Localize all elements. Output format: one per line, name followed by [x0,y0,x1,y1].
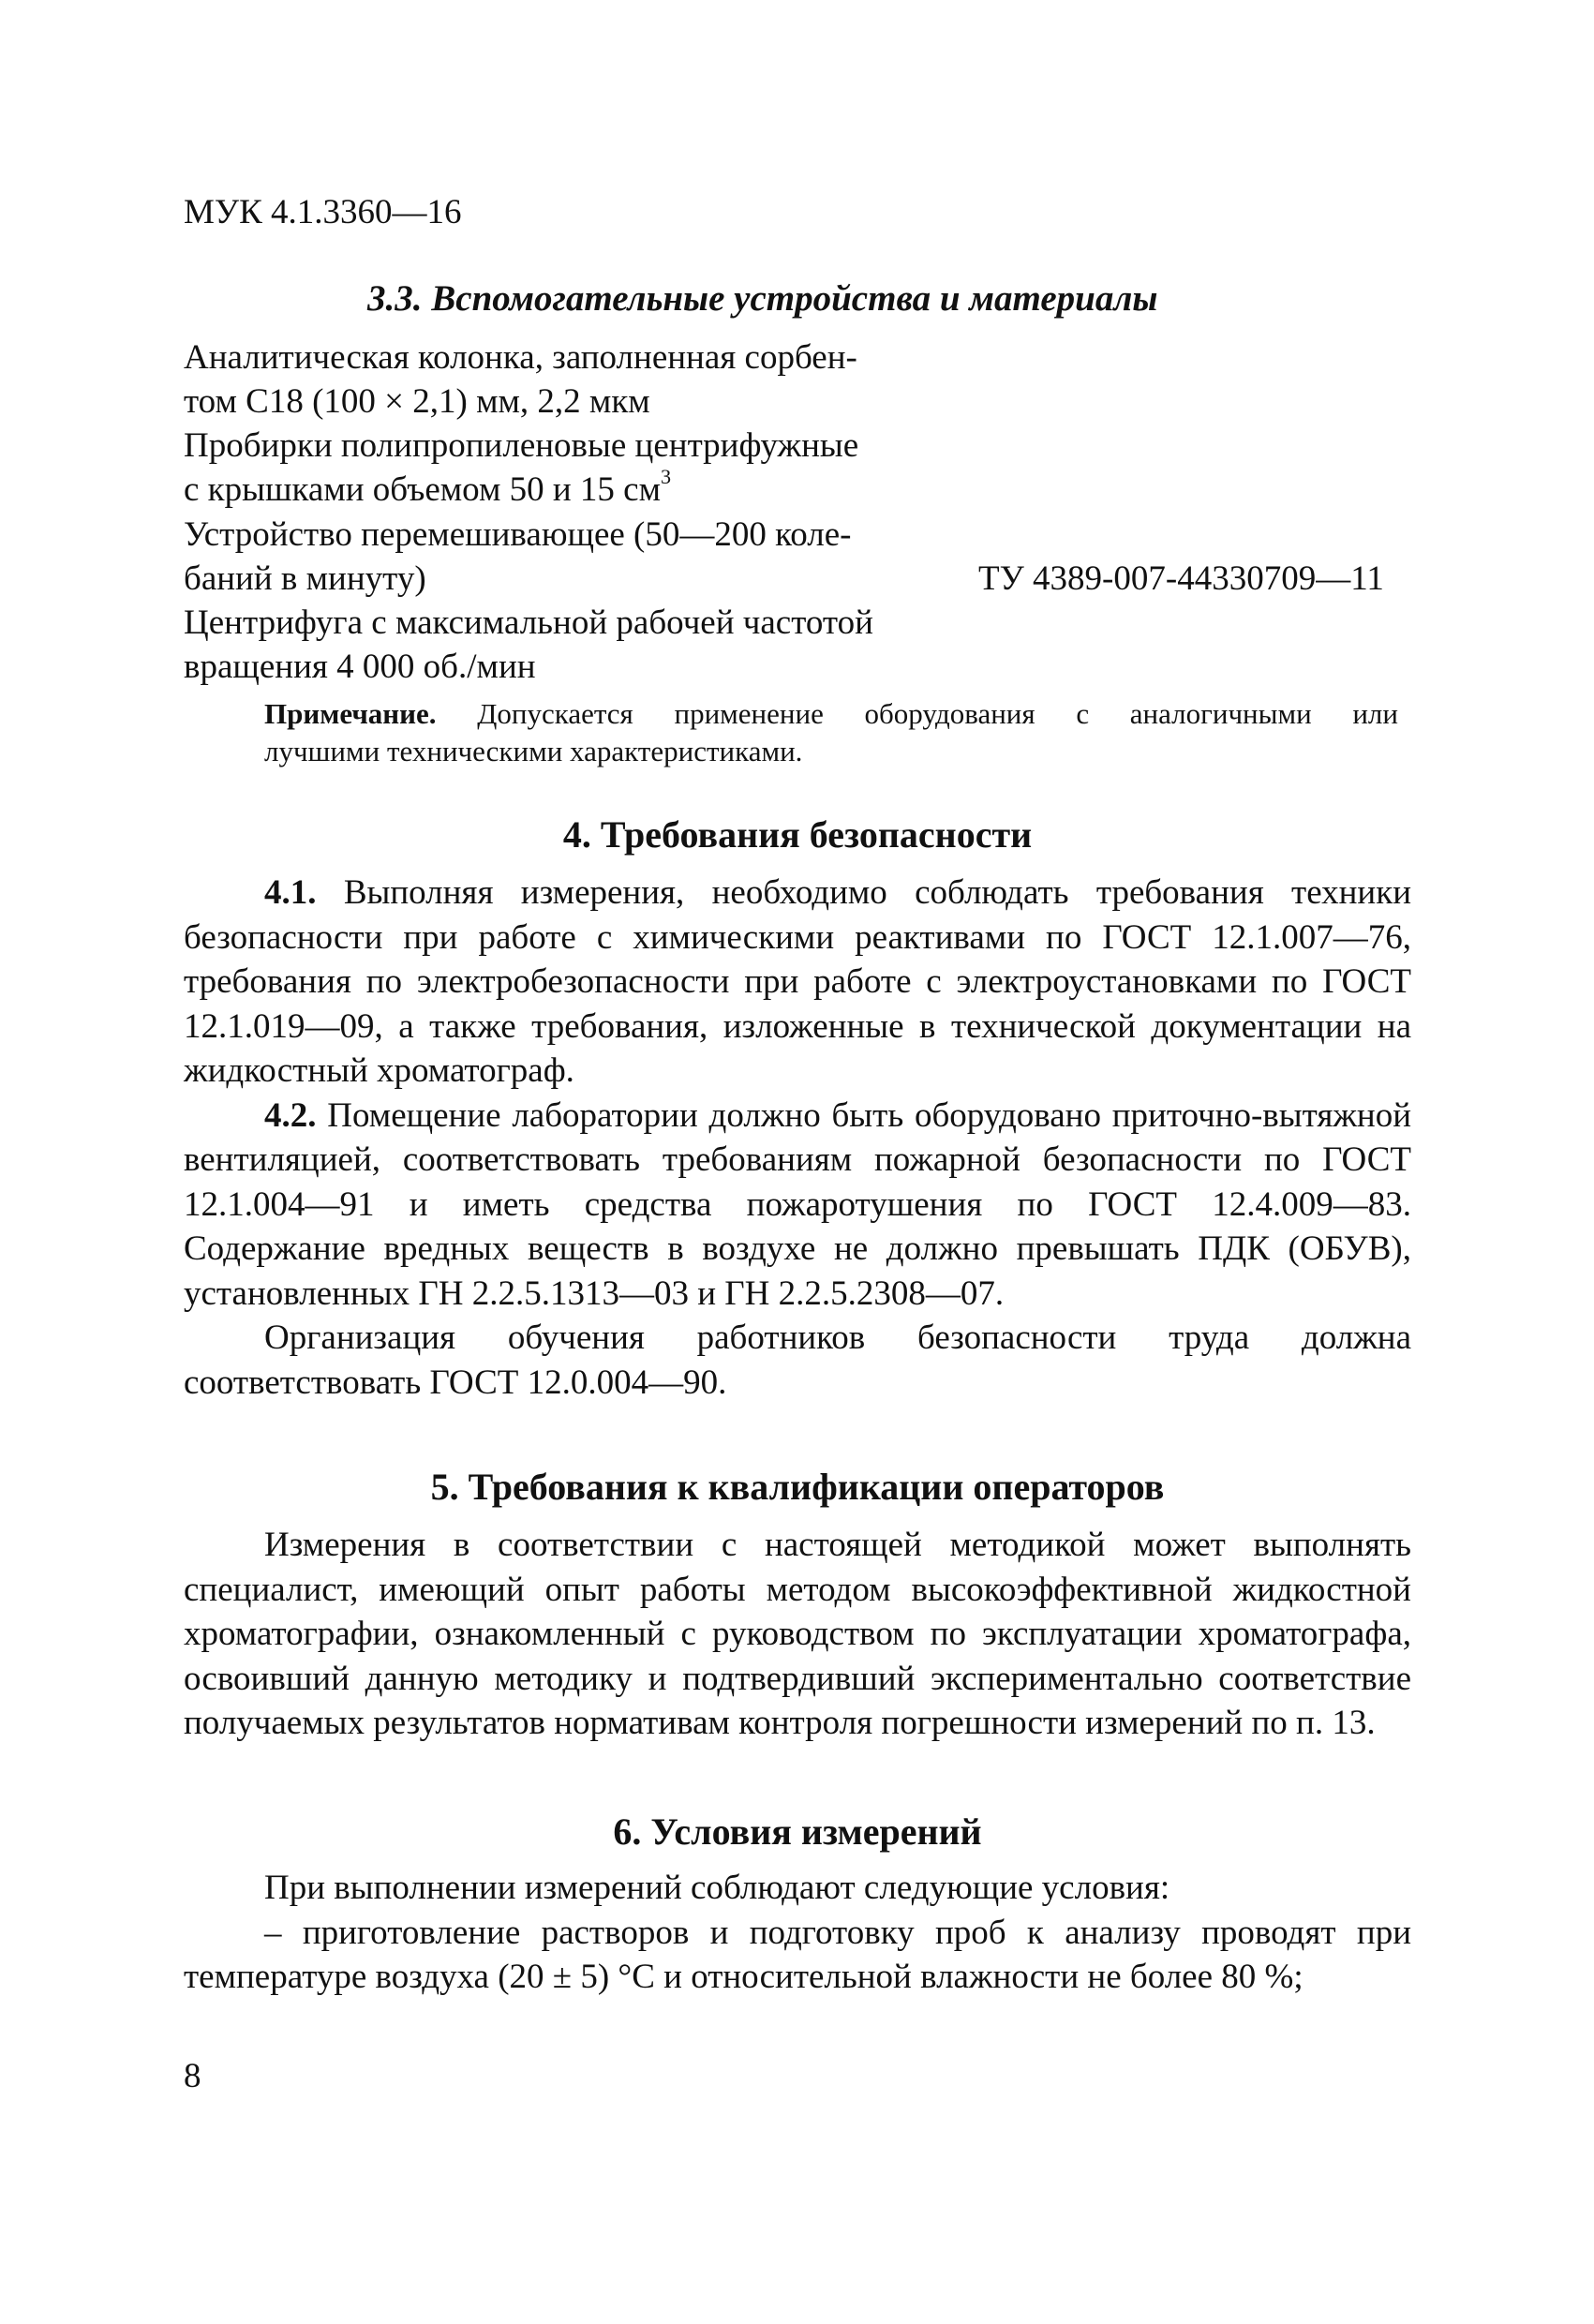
document-code-header: МУК 4.1.3360—16 [184,193,462,231]
page-number: 8 [184,2057,201,2095]
note [264,695,1398,770]
mixer-spec: ТУ 4389-007-44330709—11 [978,559,1384,598]
paragraph-6-item-1: – приготовление растворов и подготовку проб к анализу проводят при температуре воздуха (20 ± 5) °С и относительной влажности не более 80 %; [184,1913,1411,1996]
note-line-2: лучшими техническими характеристиками. [264,735,803,767]
section-5-body [184,1523,1411,1746]
section-4-body [184,871,1411,1405]
equipment-line: Пробирки полипропиленовые центрифужные [184,426,859,465]
subsection-heading-3-3: 3.3. Вспомогательные устройства и материалы [367,278,1158,319]
paragraph-6-intro: При выполнении измерений соблюдают следующие условия: [264,1869,1170,1907]
paragraph-4-2 [184,1094,1411,1317]
equipment-line-text: с крышками объемом 50 и 15 см [184,470,662,509]
equipment-line [184,559,1430,599]
note-label: Примечание. [264,697,437,730]
equipment-line [184,465,1430,510]
paragraph-label: 4.1. [264,873,317,912]
equipment-line: вращения 4 000 об./мин [184,648,536,686]
paragraph-label: 4.2. [264,1095,317,1135]
note-text-1: Допускается применение оборудования с аналогичными или [477,697,1398,730]
section-5-title: 5. Требования к квалификации операторов [430,1466,1165,1508]
equipment-line: Центрифуга с максимальной рабочей частотой [184,603,873,642]
paragraph-5: Измерения в соответствии с настоящей методикой может выполнять специалист, имеющий опыт работы методом высокоэффективной жидкостной хроматографии, ознакомленный с руководством по эксплуатации хроматографа, освоивший данную методику и подтвердивший экспериментально соответствие получаемых результатов нормативам контроля погрешности измерений по п. 13. [184,1526,1411,1742]
equipment-line: Устройство перемешивающее (50—200 коле- [184,515,852,554]
equipment-line: Аналитическая колонка, заполненная сорбен- [184,338,857,377]
superscript-3: 3 [661,465,672,489]
note-line-1 [264,695,1398,733]
section-6-body [184,1866,1411,2000]
paragraph-4-3: Организация обучения работников безопасности труда должна соответствовать ГОСТ 12.0.004—90. [184,1318,1411,1402]
equipment-line-text: баний в минуту) [184,559,426,598]
paragraph-text: Выполняя измерения, необходимо соблюдать требования техники безопасности при работе с химическими реактивами по ГОСТ 12.1.007—76, требования по электробезопасности при работе с электроустановками по ГОСТ 12.1.019—09, а также требования, изложенные в технической документации на жидкостный хроматограф. [184,873,1412,1090]
paragraph-text: Помещение лаборатории должно быть оборудовано приточно-вытяжной вентиляцией, соответствовать требованиям пожарной безопасности по ГОСТ 12.1.004—91 и иметь средства пожаротушения по ГОСТ 12.4.009—83. Содержание вредных веществ в воздухе не должно превышать ПДК (ОБУВ), установленных ГН 2.2.5.1313—03 и ГН 2.2.5.2308—07. [184,1095,1411,1313]
paragraph-4-1 [184,871,1411,1094]
equipment-line: том С18 (100 × 2,1) мм, 2,2 мкм [184,382,650,421]
section-4-title: 4. Требования безопасности [562,813,1033,856]
section-6-title: 6. Условия измерений [613,1810,982,1853]
